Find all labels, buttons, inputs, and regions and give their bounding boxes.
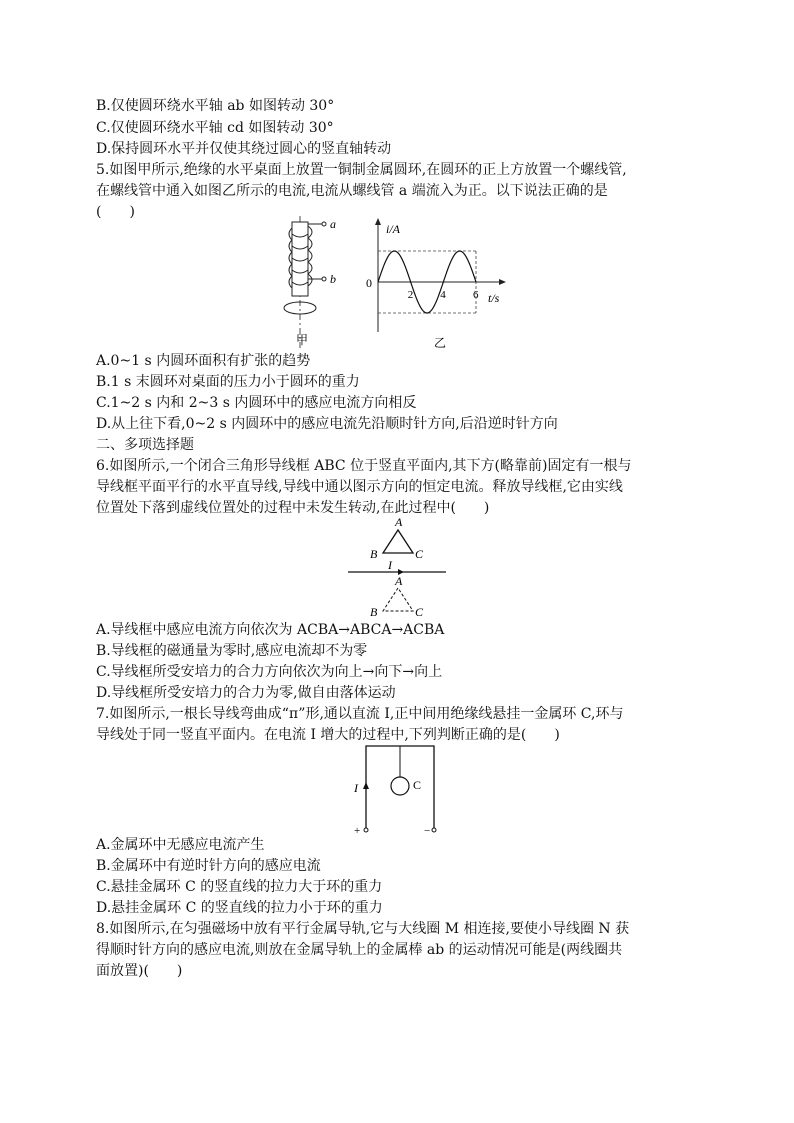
current-label: I [354,781,358,795]
q7-option-a: A.金属环中无感应电流产生 [96,837,265,853]
q6-option-c: C.导线框所受安培力的合力方向依次为向上→向下→向上 [96,664,443,680]
q4-option-c: C.仅使圆环绕水平轴 cd 如图转动 30° [96,120,334,136]
q4-option-d: D.保持圆环水平并仅使其绕过圆心的竖直轴转动 [96,141,392,157]
q5-figure-yi [360,215,520,350]
q6-stem-line1: 6.如图所示,一个闭合三角形导线框 ABC 位于竖直平面内,其下方(略靠前)固定有一根与 [96,458,632,474]
vertex-b-label: B [370,547,378,561]
q4-option-b: B.仅使圆环绕水平轴 ab 如图转动 30° [96,98,335,114]
vertex-b-label: B [370,605,378,619]
terminal-minus [432,828,436,832]
vertex-c-label: C [415,605,424,619]
q5-option-d: D.从上往下看,0~2 s 内圆环中的感应电流先沿顺时针方向,后沿逆时针方向 [96,416,558,432]
label-a: a [330,217,336,231]
caption-yi: 乙 [434,336,447,350]
q7-stem-line1: 7.如图所示,一根长导线弯曲成“п”形,通以直流 I,正中间用绝缘线悬挂一金属环 C,环与 [96,706,624,722]
x-tick-label: 4 [440,289,446,301]
q6-option-d: D.导线框所受安培力的合力为零,做自由落体运动 [96,685,396,701]
caption-jia: 甲 [296,333,309,347]
section-heading: 二、多项选择题 [96,437,194,453]
minus-label: − [424,825,431,837]
vertex-c-label: C [415,547,424,561]
q5-stem-line3: ( ) [96,204,135,220]
q5-stem-line1: 5.如图甲所示,绝缘的水平桌面上放置一铜制金属圆环,在圆环的正上方放置一个螺线管, [96,162,627,178]
label-b: b [330,272,336,286]
q6-option-b: B.导线框的磁通量为零时,感应电流却不为零 [96,643,368,659]
q6-stem-line2: 导线框平面平行的水平直导线,导线中通以图示方向的恒定电流。释放导线框,它由实线 [96,479,623,495]
q7-option-c: C.悬挂金属环 C 的竖直线的拉力大于环的重力 [96,879,383,895]
x-axis-arrow [499,279,506,285]
triangle-frame-solid [383,530,413,553]
plus-label: + [354,825,361,837]
terminal-b [322,277,326,281]
current-arrow-left [363,782,369,789]
q7-option-d: D.悬挂金属环 C 的竖直线的拉力小于环的重力 [96,900,383,916]
vertex-a-label: A [395,515,403,529]
terminal-a [322,222,326,226]
metal-ring-c [391,777,409,795]
x-tick-label: 2 [407,289,414,301]
q5-option-b: B.1 s 末圆环对桌面的压力小于圆环的重力 [96,374,360,390]
q5-figure-jia [270,212,350,352]
q7-figure [346,740,456,840]
q7-stem-line2: 导线处于同一竖直平面内。在电流 I 增大的过程中,下列判断正确的是( ) [96,727,560,743]
ring-label-c: C [413,778,422,792]
q8-stem-line1: 8.如图所示,在匀强磁场中放有平行金属导轨,它与大线圈 M 相连接,要使小导线圈 N 获 [96,921,630,937]
q7-option-b: B.金属环中有逆时针方向的感应电流 [96,858,321,874]
q8-stem-line2: 得顺时针方向的感应电流,则放在金属导轨上的金属棒 ab 的运动情况可能是(两线圈共 [96,942,623,958]
origin-label: 0 [366,276,372,290]
y-axis-arrow [375,218,381,225]
q5-option-a: A.0~1 s 内圆环面积有扩张的趋势 [96,353,311,369]
q8-stem-line3: 面放置)( ) [96,963,183,979]
q6-stem-line3: 位置处下落到虚线位置处的过程中未发生转动,在此过程中( ) [96,500,490,516]
q6-figure [340,512,460,622]
terminal-plus [364,828,368,832]
triangle-frame-dashed [383,588,413,611]
x-tick-label: 6 [473,289,479,301]
q5-stem-line2: 在螺线管中通入如图乙所示的电流,电流从螺线管 a 端流入为正。以下说法正确的是 [96,183,608,199]
x-axis-label: t/s [488,291,500,305]
current-label: I [388,558,392,572]
q6-option-a: A.导线框中感应电流方向依次为 ACBA→ABCA→ACBA [96,622,445,638]
q5-option-c: C.1~2 s 内和 2~3 s 内圆环中的感应电流方向相反 [96,395,417,411]
vertex-a-label: A [395,574,403,588]
y-axis-label: i/A [386,222,400,236]
